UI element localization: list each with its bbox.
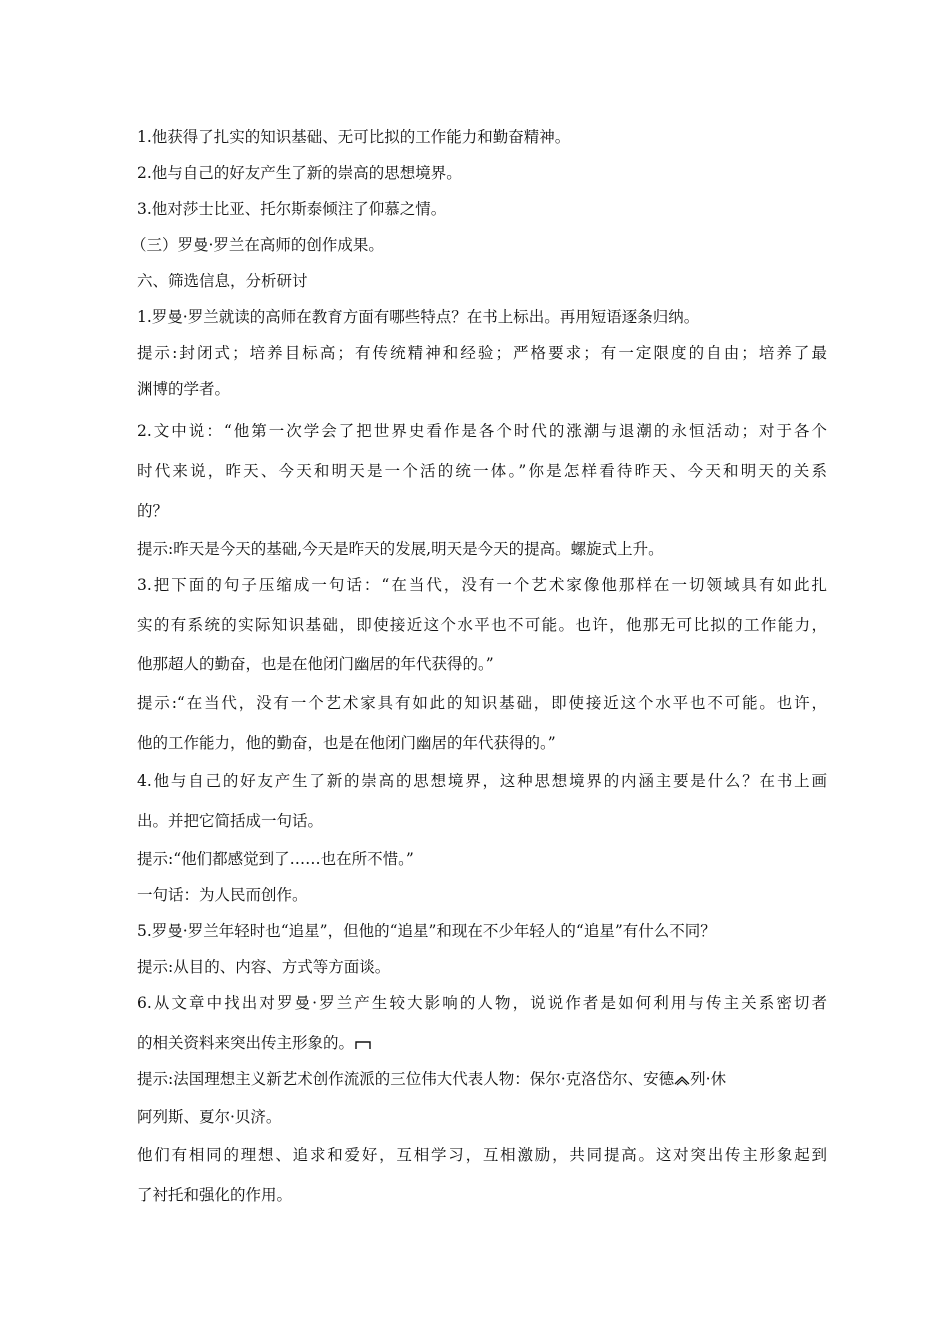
hint-1-line-2: 渊博的学者。 bbox=[137, 380, 231, 398]
bracket-mark-icon bbox=[354, 1037, 372, 1051]
question-2-line-2: 时代来说，昨天、今天和明天是一个活的统一体。”你是怎样看待昨天、今天和明天的关系 bbox=[137, 462, 827, 480]
hint-1-line-1: 提示:封闭式；培养目标高；有传统精神和经验；严格要求；有一定限度的自由；培养了最 bbox=[137, 344, 827, 362]
question-5: 5.罗曼·罗兰年轻时也“追星”，但他的“追星”和现在不少年轻人的“追星”有什么不同？ bbox=[137, 922, 716, 940]
caret-mark-icon bbox=[674, 1073, 690, 1087]
question-4-line-1: 4.他与自己的好友产生了新的崇高的思想境界，这种思想境界的内涵主要是什么？在书上画 bbox=[137, 772, 827, 790]
question-2-line-3: 的？ bbox=[137, 502, 169, 520]
hint-6-line-1 bbox=[137, 1069, 827, 1089]
question-3-line-1: 3.把下面的句子压缩成一句话：“在当代，没有一个艺术家像他那样在一切领域具有如此扎 bbox=[137, 576, 827, 594]
hint-6-line-1-tail: 列·休 bbox=[690, 1070, 727, 1088]
question-1: 1.罗曼·罗兰就读的高师在教育方面有哪些特点？在书上标出。再用短语逐条归纳。 bbox=[137, 308, 700, 326]
hint-4: 提示:“他们都感觉到了……也在所不惜。” bbox=[137, 850, 414, 868]
hint-3-line-1: 提示:“在当代，没有一个艺术家具有如此的知识基础，即使接近这个水平也不可能。也许， bbox=[137, 694, 827, 712]
hint-6-line-2: 阿列斯、夏尔·贝济。 bbox=[137, 1108, 282, 1126]
hint-2: 提示:昨天是今天的基础,今天是昨天的发展,明天是今天的提高。螺旋式上升。 bbox=[137, 540, 664, 558]
question-6-line-2 bbox=[137, 1033, 827, 1053]
text-line-2: 2.他与自己的好友产生了新的崇高的思想境界。 bbox=[137, 164, 462, 182]
conclusion-line-2: 了衬托和强化的作用。 bbox=[137, 1186, 293, 1204]
question-3-line-2: 实的有系统的实际知识基础，即使接近这个水平也不可能。也许，他那无可比拟的工作能力， bbox=[137, 616, 827, 634]
question-6-line-1: 6.从文章中找出对罗曼·罗兰产生较大影响的人物，说说作者是如何利用与传主关系密切者 bbox=[137, 994, 827, 1012]
conclusion-line-1: 他们有相同的理想、追求和爱好，互相学习，互相激励，共同提高。这对突出传主形象起到 bbox=[137, 1146, 827, 1164]
question-6-line-2-text: 的相关资料来突出传主形象的。 bbox=[137, 1034, 355, 1052]
text-line-1: 1.他获得了扎实的知识基础、无可比拟的工作能力和勤奋精神。 bbox=[137, 128, 571, 146]
hint-6-line-1-text: 提示:法国理想主义新艺术创作流派的三位伟大代表人物：保尔·克洛岱尔、安德 bbox=[137, 1070, 675, 1088]
hint-5: 提示:从目的、内容、方式等方面谈。 bbox=[137, 958, 391, 976]
one-sentence-answer: 一句话：为人民而创作。 bbox=[137, 886, 308, 904]
hint-3-line-2: 他的工作能力，他的勤奋，也是在他闭门幽居的年代获得的。” bbox=[137, 734, 556, 752]
question-2-line-1: 2.文中说：“他第一次学会了把世界史看作是各个时代的涨潮与退潮的永恒活动；对于各个 bbox=[137, 422, 827, 440]
section-heading-3: （三）罗曼·罗兰在高师的创作成果。 bbox=[131, 236, 384, 254]
question-3-line-3: 他那超人的勤奋，也是在他闭门幽居的年代获得的。” bbox=[137, 655, 494, 673]
question-4-line-2: 出。并把它简括成一句话。 bbox=[137, 812, 324, 830]
section-heading-6: 六、筛选信息，分析研讨 bbox=[137, 272, 308, 290]
text-line-3: 3.他对莎士比亚、托尔斯泰倾注了仰慕之情。 bbox=[137, 200, 447, 218]
